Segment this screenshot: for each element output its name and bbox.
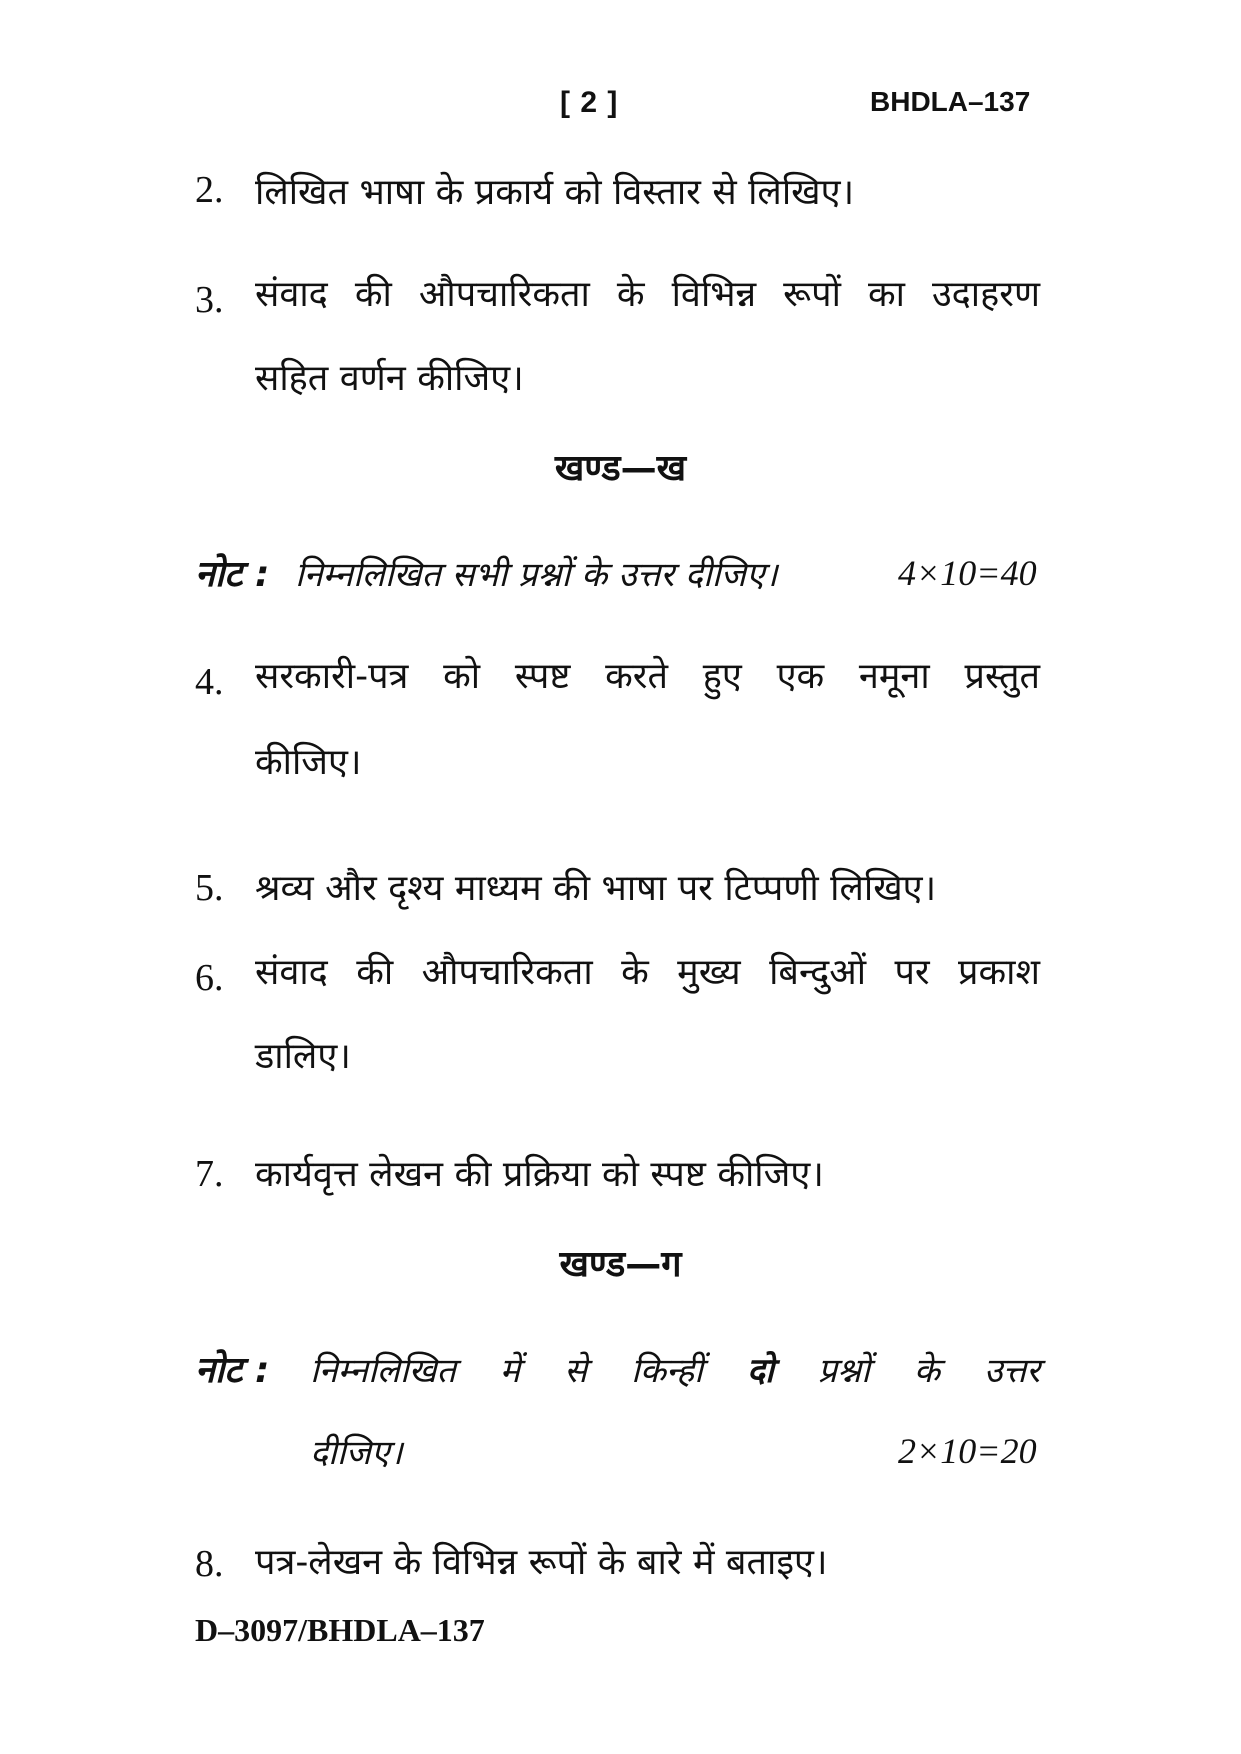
question-number: 8. — [195, 1543, 224, 1585]
question-number: 3. — [195, 279, 224, 321]
question-number: 4. — [195, 661, 224, 703]
question-number: 5. — [195, 867, 224, 909]
note-emphasis: दो — [746, 1351, 774, 1391]
question-number: 6. — [195, 957, 224, 999]
question-text: सरकारी-पत्र को स्पष्ट करते हुए एक नमूना प्रस्तुत — [255, 656, 1040, 697]
note-text-start: निम्नलिखित में से किन्हीं — [310, 1351, 703, 1391]
question-text-continued: कीजिए। — [255, 742, 362, 783]
marks-allocation: 2×10=20 — [898, 1431, 1037, 1471]
section-title: खण्ड—ग — [559, 1244, 682, 1285]
marks-allocation: 4×10=40 — [898, 553, 1037, 593]
paper-code-header: BHDLA–137 — [870, 86, 1031, 117]
question-text-continued: सहित वर्णन कीजिए। — [255, 358, 524, 399]
note-text: निम्नलिखित सभी प्रश्नों के उत्तर दीजिए। — [295, 555, 778, 595]
note-text-end: प्रश्नों के उत्तर — [817, 1351, 1041, 1391]
question-number: 2. — [195, 169, 224, 211]
footer-paper-code: D–3097/BHDLA–137 — [195, 1612, 485, 1648]
question-text: संवाद की औपचारिकता के विभिन्न रूपों का उदाहरण — [255, 274, 1040, 315]
note-text-continued: दीजिए। — [310, 1433, 403, 1473]
note-label: नोट : — [195, 554, 270, 595]
question-number: 7. — [195, 1153, 224, 1195]
note-text — [310, 1346, 1040, 1392]
page-number: [ 2 ] — [560, 86, 619, 119]
note-label: नोट : — [195, 1350, 270, 1391]
question-text: लिखित भाषा के प्रकार्य को विस्तार से लिखिए। — [255, 172, 855, 213]
question-text: कार्यवृत्त लेखन की प्रक्रिया को स्पष्ट कीजिए। — [255, 1154, 824, 1195]
question-text: श्रव्य और दृश्य माध्यम की भाषा पर टिप्पणी लिखिए। — [255, 868, 937, 909]
question-text: पत्र-लेखन के विभिन्न रूपों के बारे में बताइए। — [255, 1542, 828, 1583]
question-text-continued: डालिए। — [255, 1036, 351, 1077]
section-title: खण्ड—ख — [554, 448, 687, 489]
question-text: संवाद की औपचारिकता के मुख्य बिन्दुओं पर प्रकाश — [255, 952, 1040, 993]
